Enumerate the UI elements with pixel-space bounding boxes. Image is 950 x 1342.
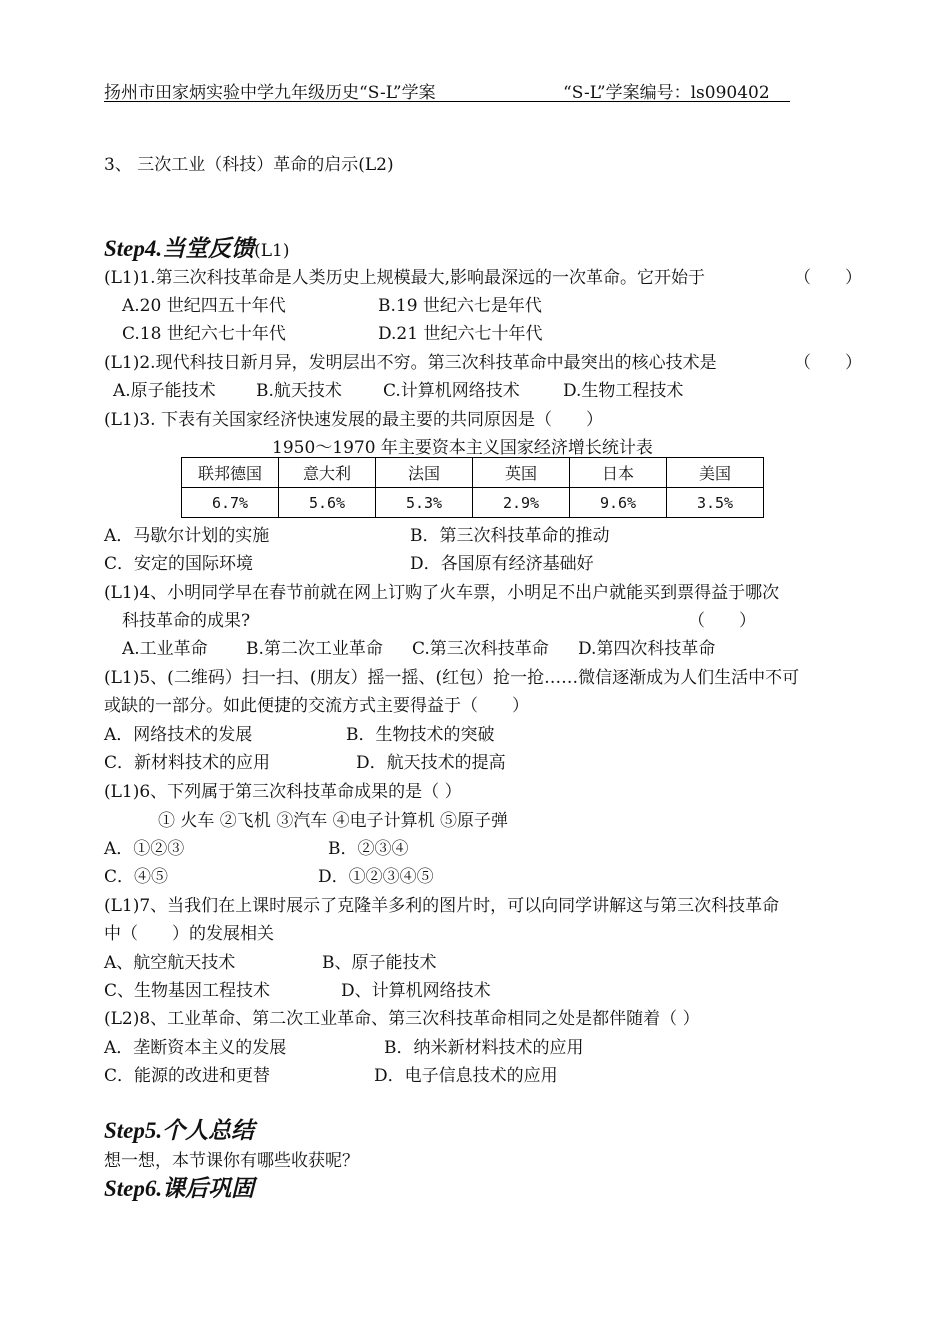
table-header-cell: 联邦德国 (182, 458, 279, 488)
q2-option-a: A.原子能技术 (113, 381, 216, 401)
q7-option-d: D、计算机网络技术 (341, 981, 491, 1001)
q1-option-c: C.18 世纪六七十年代 (122, 324, 286, 344)
q3-option-d: D．各国原有经济基础好 (410, 554, 594, 574)
step5-title: Step5.个人总结 (104, 1118, 255, 1143)
q8-option-a: A．垄断资本主义的发展 (104, 1038, 287, 1058)
q1-stem: (L1)1.第三次科技革命是人类历史上规模最大,影响最深远的一次革命。它开始于 (104, 268, 705, 288)
table-header-cell: 意大利 (279, 458, 376, 488)
table-value-cell: 5.3% (376, 488, 473, 518)
q2-paren: （ ） (794, 353, 862, 373)
table-header-cell: 法国 (376, 458, 473, 488)
q1-option-b: B.19 世纪六七是年代 (378, 296, 542, 316)
table-value-cell: 6.7% (182, 488, 279, 518)
q6-option-b: B．②③④ (328, 839, 409, 859)
q1-option-a: A.20 世纪四五十年代 (122, 296, 286, 316)
table-value-cell: 9.6% (570, 488, 667, 518)
q4-line2: 科技革命的成果? (122, 611, 251, 631)
q6-option-a: A．①②③ (104, 839, 185, 859)
table-header-cell: 日本 (570, 458, 667, 488)
q5-option-b: B．生物技术的突破 (346, 725, 495, 745)
q6-option-c: C．④⑤ (104, 867, 169, 887)
q8-stem: (L2)8、工业革命、第二次工业革命、第三次科技革命相同之处是都伴随着（ ） (104, 1009, 700, 1029)
q4-option-b: B.第二次工业革命 (246, 639, 383, 659)
q4-paren: （ ） (688, 611, 756, 631)
growth-table (181, 457, 764, 518)
q8-option-d: D．电子信息技术的应用 (374, 1066, 558, 1086)
q8-option-c: C．能源的改进和更替 (104, 1066, 271, 1086)
table-value-cell: 2.9% (473, 488, 570, 518)
q5-option-c: C．新材料技术的应用 (104, 753, 271, 773)
header-underline (104, 101, 790, 102)
q4-line1: (L1)4、小明同学早在春节前就在网上订购了火车票，小明足不出户就能买到票得益于哪次 (104, 583, 780, 603)
q5-line1: (L1)5、(二维码）扫一扫、(朋友）摇一摇、(红包）抢一抢……微信逐渐成为人们生活中不可 (104, 668, 800, 688)
q3-option-c: C．安定的国际环境 (104, 554, 254, 574)
q2-option-b: B.航天技术 (256, 381, 342, 401)
q5-line2: 或缺的一部分。如此便捷的交流方式主要得益于（ ） (104, 696, 529, 716)
q6-stem: (L1)6、下列属于第三次科技革命成果的是（ ） (104, 782, 462, 802)
q3-stem: (L1)3. 下表有关国家经济快速发展的最主要的共同原因是（ ） (104, 410, 603, 430)
q4-option-d: D.第四次科技革命 (578, 639, 716, 659)
q6-items: ① 火车 ②飞机 ③汽车 ④电子计算机 ⑤原子弹 (158, 811, 509, 831)
q2-option-d: D.生物工程技术 (563, 381, 684, 401)
table-header-cell: 英国 (473, 458, 570, 488)
q7-option-b: B、原子能技术 (322, 953, 437, 973)
table-value-cell: 5.6% (279, 488, 376, 518)
q3-option-b: B．第三次科技革命的推动 (410, 526, 610, 546)
step5-prompt: 想一想，本节课你有哪些收获呢？ (104, 1151, 359, 1171)
q3-option-a: A．马歇尔计划的实施 (104, 526, 270, 546)
q1-option-d: D.21 世纪六七十年代 (378, 324, 543, 344)
table-value-row (182, 488, 764, 518)
table-header-cell: 美国 (667, 458, 764, 488)
q7-option-a: A、航空航天技术 (104, 953, 236, 973)
q2-stem: (L1)2.现代科技日新月异，发明层出不穷。第三次科技革命中最突出的核心技术是 (104, 353, 717, 373)
table-header-row (182, 458, 764, 488)
step4-level: (L1) (254, 241, 290, 261)
q7-option-c: C、生物基因工程技术 (104, 981, 271, 1001)
table-value-cell: 3.5% (667, 488, 764, 518)
header-left: 扬州市田家炳实验中学九年级历史“S-L”学案 (104, 83, 436, 103)
step4-heading (104, 230, 290, 263)
item-3: 3、 三次工业（科技）革命的启示(L2) (104, 155, 394, 175)
q7-line1: (L1)7、当我们在上课时展示了克隆羊多利的图片时，可以向同学讲解这与第三次科技革命 (104, 896, 780, 916)
q4-option-c: C.第三次科技革命 (412, 639, 549, 659)
q1-paren: （ ） (794, 268, 862, 288)
q2-option-c: C.计算机网络技术 (383, 381, 520, 401)
q8-option-b: B．纳米新材料技术的应用 (384, 1038, 584, 1058)
q5-option-d: D．航天技术的提高 (356, 753, 506, 773)
q3-table-caption: 1950～1970 年主要资本主义国家经济增长统计表 (272, 438, 653, 458)
q5-option-a: A．网络技术的发展 (104, 725, 253, 745)
header-right: “S-L”学案编号：ls090402 (563, 83, 770, 103)
q6-option-d: D．①②③④⑤ (318, 867, 434, 887)
step6-title: Step6.课后巩固 (104, 1176, 255, 1201)
q4-option-a: A.工业革命 (122, 639, 208, 659)
step4-title: Step4.当堂反馈 (104, 236, 255, 261)
q7-line2: 中（ ）的发展相关 (104, 924, 274, 944)
